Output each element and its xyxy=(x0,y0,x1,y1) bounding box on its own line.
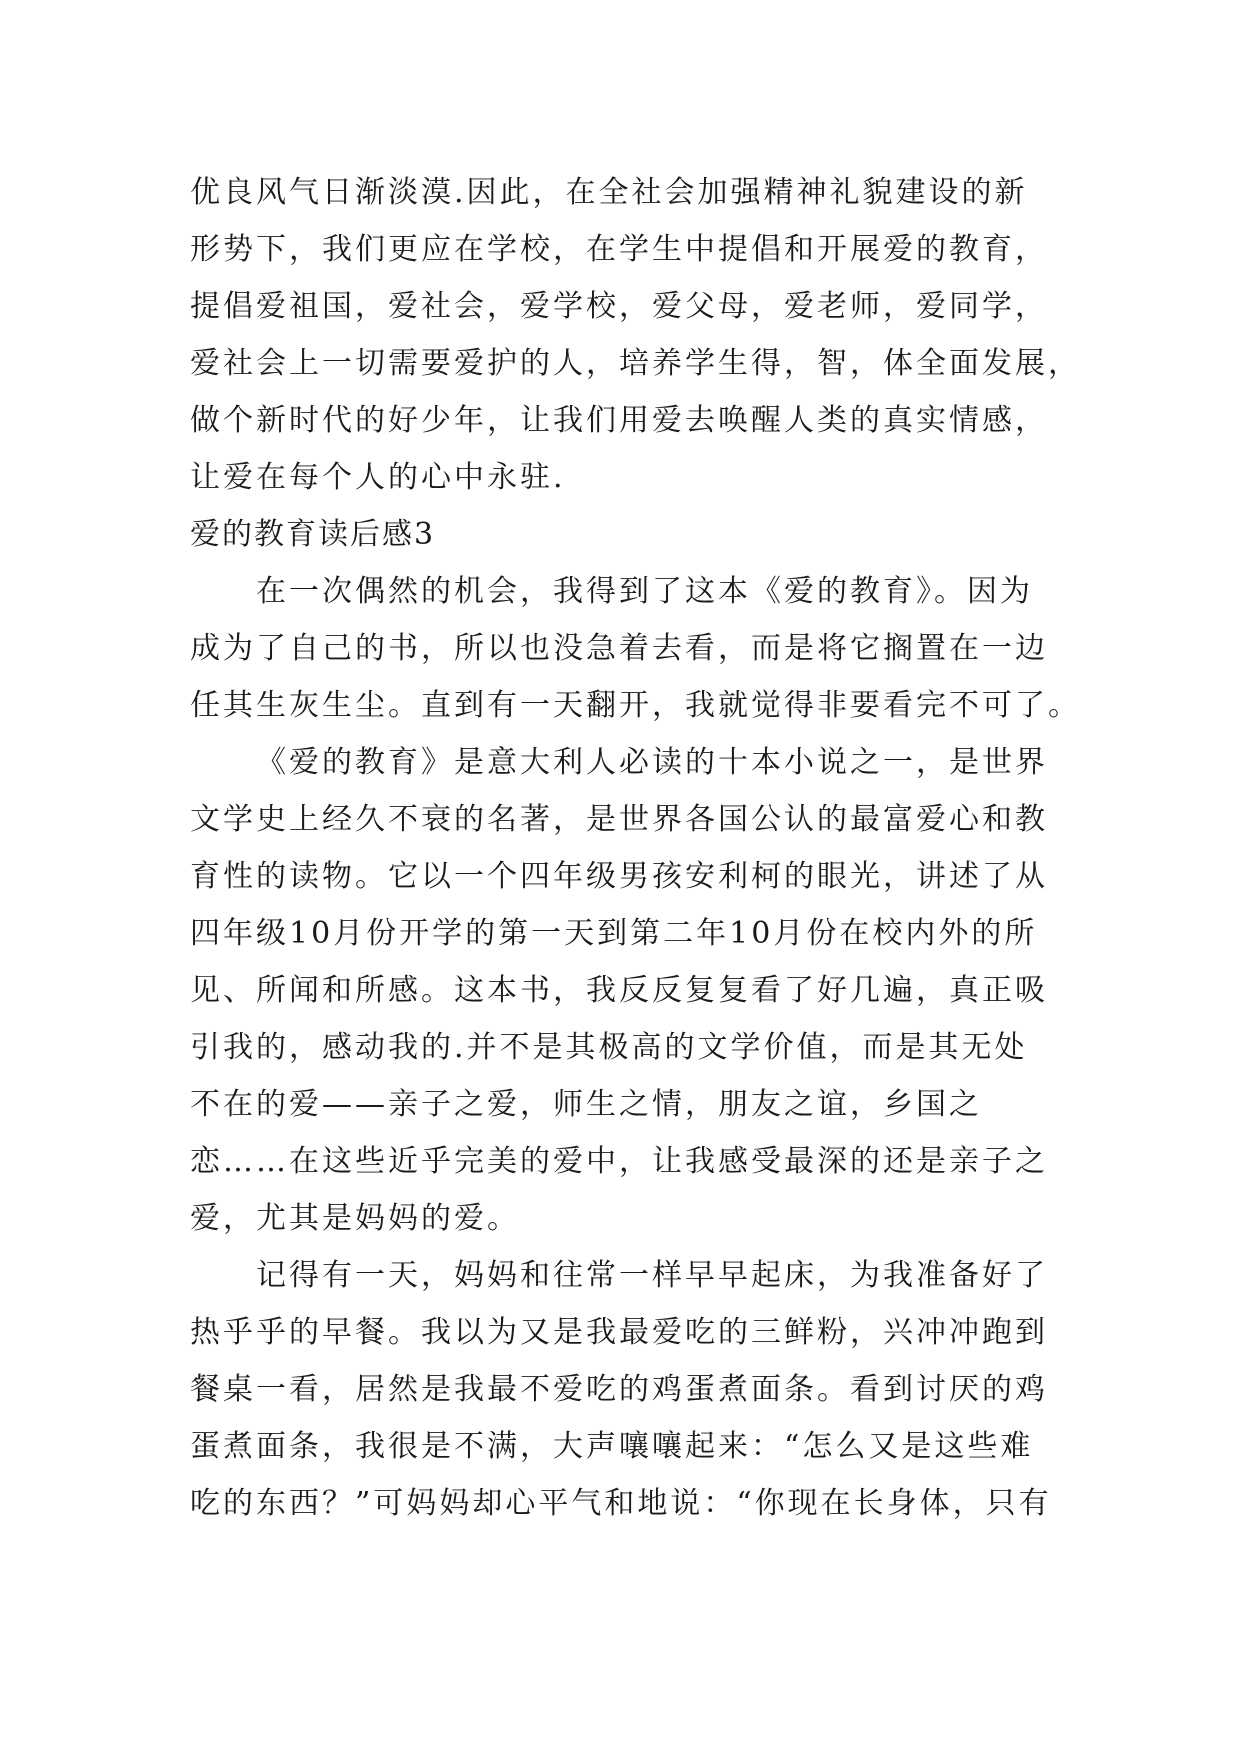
text-line: 吃的东西？”可妈妈却心平气和地说：“你现在长身体，只有 xyxy=(190,1486,1052,1521)
text-line: 育性的读物。它以一个四年级男孩安利柯的眼光，讲述了从 xyxy=(190,859,1048,894)
intro-paragraph xyxy=(190,164,1081,506)
text-line: 让爱在每个人的心中永驻. xyxy=(190,460,566,495)
text-line: 热乎乎的早餐。我以为又是我最爱吃的三鲜粉，兴冲冲跑到 xyxy=(190,1315,1048,1350)
text-line: 优良风气日渐淡漠.因此，在全社会加强精神礼貌建设的新 xyxy=(190,175,1028,210)
paragraph-3 xyxy=(190,1247,1070,1532)
text-line: 文学史上经久不衰的名著，是世界各国公认的最富爱心和教 xyxy=(190,802,1048,837)
section-title: 爱的教育读后感3 xyxy=(190,517,436,552)
text-line: 恋……在这些近乎完美的爱中，让我感受最深的还是亲子之 xyxy=(190,1144,1048,1179)
paragraph-2 xyxy=(190,734,1070,1247)
text-line: 成为了自己的书，所以也没急着去看，而是将它搁置在一边 xyxy=(190,631,1048,666)
text-line: 《爱的教育》是意大利人必读的十本小说之一，是世界 xyxy=(256,745,1048,780)
text-line: 记得有一天，妈妈和往常一样早早起床，为我准备好了 xyxy=(256,1258,1048,1293)
text-line: 提倡爱祖国，爱社会，爱学校，爱父母，爱老师，爱同学， xyxy=(190,289,1048,324)
paragraph-1 xyxy=(190,563,1081,734)
document-page xyxy=(190,164,1081,1532)
text-line: 形势下，我们更应在学校，在学生中提倡和开展爱的教育， xyxy=(190,232,1048,267)
text-line: 在一次偶然的机会，我得到了这本《爱的教育》。因为 xyxy=(256,574,1033,609)
text-line: 四年级10月份开学的第一天到第二年10月份在校内外的所 xyxy=(190,916,1038,951)
text-line: 不在的爱——亲子之爱，师生之情，朋友之谊，乡国之 xyxy=(190,1087,982,1122)
text-line: 爱，尤其是妈妈的爱。 xyxy=(190,1201,520,1236)
text-line: 见、所闻和所感。这本书，我反反复复看了好几遍，真正吸 xyxy=(190,973,1048,1008)
text-line: 做个新时代的好少年，让我们用爱去唤醒人类的真实情感， xyxy=(190,403,1048,438)
text-line: 蛋煮面条，我很是不满，大声嚷嚷起来：“怎么又是这些难 xyxy=(190,1429,1034,1464)
text-line: 爱社会上一切需要爱护的人，培养学生得，智，体全面发展， xyxy=(190,346,1081,381)
text-line: 引我的，感动我的.并不是其极高的文学价值，而是其无处 xyxy=(190,1030,1028,1065)
text-line: 餐桌一看，居然是我最不爱吃的鸡蛋煮面条。看到讨厌的鸡 xyxy=(190,1372,1048,1407)
text-line: 任其生灰生尘。直到有一天翻开，我就觉得非要看完不可了。 xyxy=(190,688,1081,723)
